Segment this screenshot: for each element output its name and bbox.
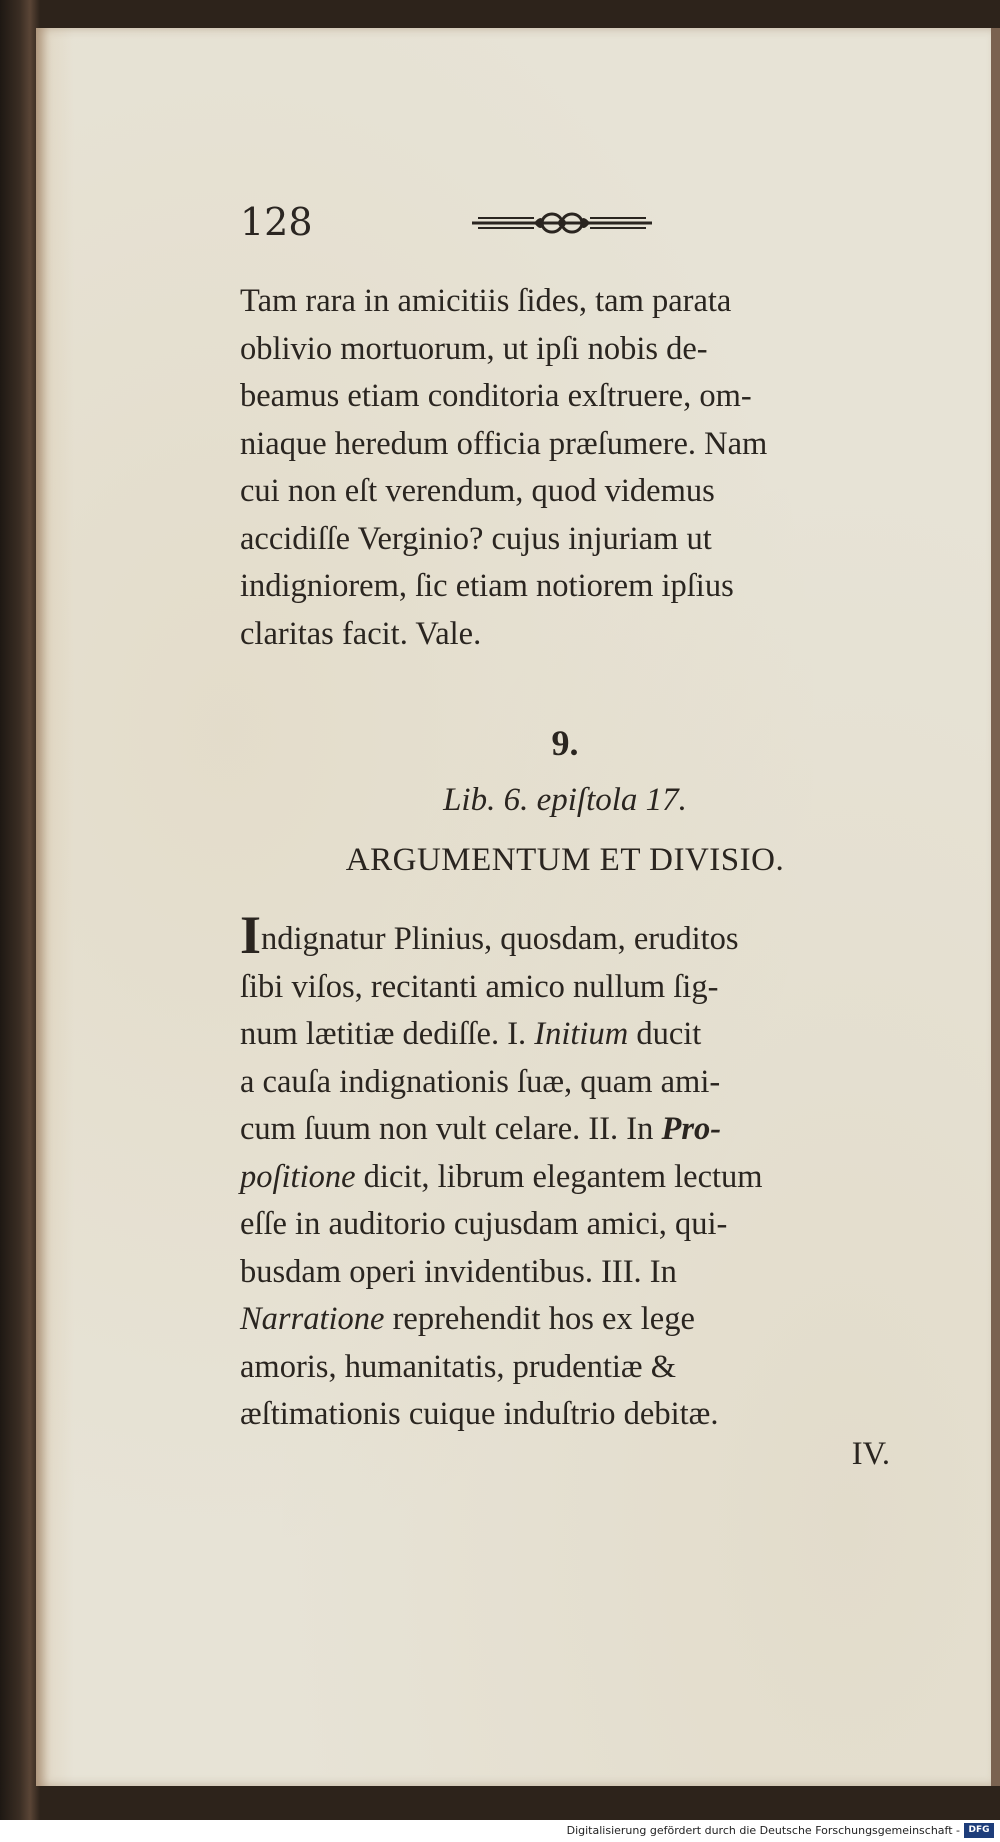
- letter-reference: Lib. 6. epiſtola 17.: [443, 782, 687, 818]
- italic-term: Narratione: [240, 1301, 385, 1337]
- text-span: ducit: [628, 1016, 702, 1052]
- drop-cap: I: [240, 905, 262, 965]
- dfg-logo-icon: DFG: [964, 1823, 994, 1838]
- text-line: oblivio mortuorum, ut ipſi nobis de-: [240, 330, 708, 367]
- page-header: [240, 200, 890, 250]
- text-span: cum ſuum non vult celare. II. In: [240, 1111, 662, 1147]
- text-line: beamus etiam conditoria exſtruere, om-: [240, 378, 752, 414]
- text-line: accidiſſe Verginio? cujus injuriam ut: [240, 520, 712, 557]
- letter-number: 9.: [551, 723, 579, 763]
- text-line: æſtimationis cuique induſtrio debitæ.: [240, 1396, 719, 1432]
- letter-closing-text: [240, 278, 890, 658]
- text-line: ſibi viſos, recitanti amico nullum ſig-: [240, 968, 719, 1005]
- text-span: num lætitiæ dediſſe. I.: [240, 1016, 535, 1052]
- text-line: [240, 1106, 890, 1154]
- italic-term: Initium: [534, 1016, 629, 1052]
- section-heading: ARGUMENTUM ET DIVISIO.: [345, 842, 785, 878]
- page-edge: [991, 28, 1000, 1786]
- text-line: [240, 1154, 890, 1202]
- text-span: ndignatur Plinius, quosdam, eruditos: [261, 921, 739, 957]
- footer-bar: [0, 1820, 1000, 1842]
- text-line: busdam operi invidentibus. III. In: [240, 1253, 677, 1290]
- text-line: [240, 905, 890, 965]
- text-line: Tam rara in amicitiis ſides, tam parata: [240, 283, 732, 319]
- text-span: dicit, librum elegantem lectum: [355, 1158, 763, 1195]
- text-line: [240, 1011, 890, 1059]
- text-line: a cauſa indignationis ſuæ, quam ami-: [240, 1063, 721, 1100]
- argument-text: [240, 905, 890, 1439]
- text-span: reprehendit hos ex lege: [384, 1301, 695, 1337]
- italic-term: Pro-: [661, 1111, 722, 1147]
- page-number: 128: [240, 200, 313, 244]
- text-line: amoris, humanitatis, prudentiæ &: [240, 1348, 676, 1385]
- text-line: eſſe in auditorio cujusdam amici, qui-: [240, 1206, 728, 1242]
- footer-credit: Digitalisierung gefördert durch die Deutsche Forschungsgemeinschaft -: [566, 1824, 960, 1837]
- text-line: cui non eſt verendum, quod videmus: [240, 473, 715, 509]
- catchword: IV.: [851, 1436, 890, 1472]
- text-line: claritas facit. Vale.: [240, 615, 482, 652]
- ornament-icon: [472, 208, 652, 238]
- text-line: [240, 1296, 890, 1344]
- italic-term: poſitione: [240, 1158, 356, 1195]
- text-line: indigniorem, ſic etiam notiorem ipſius: [240, 568, 734, 604]
- text-line: niaque heredum officia præſumere. Nam: [240, 425, 768, 462]
